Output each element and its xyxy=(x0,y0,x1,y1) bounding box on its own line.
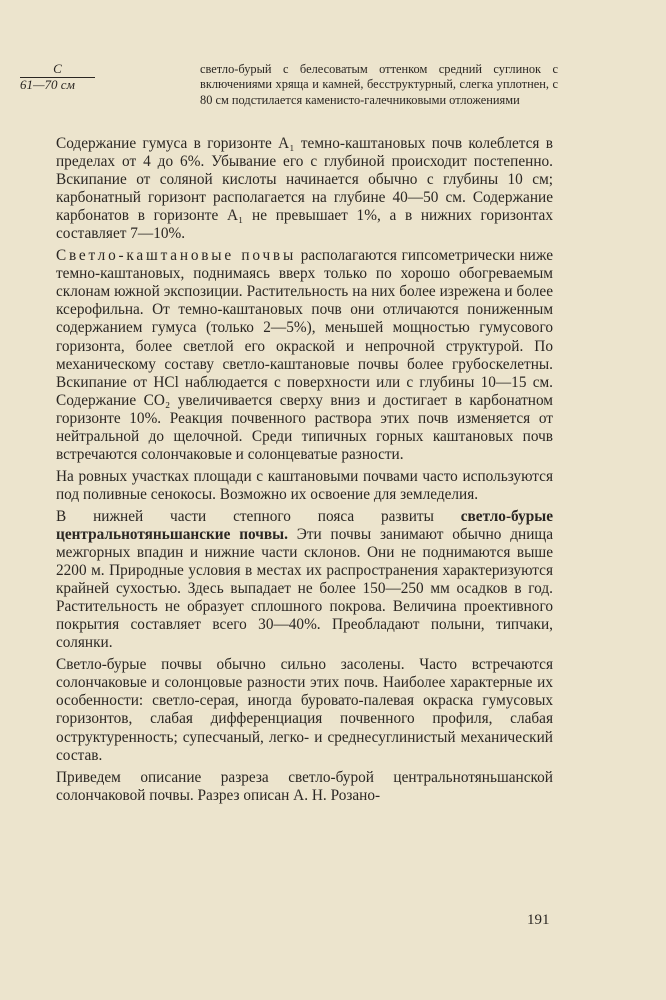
page-number: 191 xyxy=(527,912,550,928)
paragraph-light-chestnut-soils xyxy=(56,247,553,464)
term-light-chestnut-soils: Светло-каштановые почвы xyxy=(56,247,297,265)
horizon-depth: 61—70 см xyxy=(20,77,75,92)
paragraph-profile-intro: Приведем описание разреза светло-бурой центральнотяньшанской солончаковой почвы. Разрез описан А. Н. Розано- xyxy=(56,768,553,804)
main-text xyxy=(56,135,553,805)
horizon-label xyxy=(20,62,95,92)
paragraph-salinity: Светло-бурые почвы обычно сильно засолены. Часто встречаются солончаковые и солонцовые разности этих почв. Наиболее характерные их особенности: светло-серая, иногда буровато-палевая окраска гумусовых горизонтов, слабая дифференциация почвенного профиля, слабая оструктуренность; супесчаный, легко- и среднесуглинистый механический состав. xyxy=(56,656,553,764)
term-light-brown-soils: светло-бурые центральнотяньшанские почвы. xyxy=(56,507,553,543)
paragraph-light-brown-text: Эти почвы занимают обычно днища межгорных впадин и нижние части склонов. Они не поднимаются выше 2200 м. Природные условия в местах их распространения характеризуются крайней сухостью. Здесь выпадает не более 150—250 мм осадков в год. Растительность не образует сплошного покрова. Величина проективного покрытия составляет всего 30—40%. Преобладают полыни, типчаки, солянки. xyxy=(56,525,553,652)
paragraph-light-chestnut-text: располагаются гипсометрически ниже темно-каштановых, поднимаясь вверх только по хорошо обогреваемым склонам южной экспозиции. Растительность на них более изрежена и более ксерофильна. От темно-каштановых почв они отличаются пониженным содержанием гумуса (только 2—5%), меньшей мощностью гумусового горизонта, более светлой его окраской и непрочной структурой. По механическому составу светло-каштановые почвы более грубоскелетны. Вскипание от HCl наблюдается с поверхности или с глубины 10—15 см. Содержание CO₂ увеличивается сверху вниз и достигает в карбонатном горизонте 10%. Реакция почвенного раствора этих почв изменяется от нейтральной до щелочной. Среди типичных горных каштановых почв встречаются солончаковые и солонцеватые разности. xyxy=(56,247,554,463)
paragraph-light-brown-soils xyxy=(56,508,553,652)
horizon-symbol: C xyxy=(20,62,95,78)
paragraph-haymaking: На ровных участках площади с каштановыми почвами часто используются под поливные сенокосы. Возможно их освоение для земледелия. xyxy=(56,467,553,503)
paragraph-humus-content: Содержание гумуса в горизонте A₁ темно-каштановых почв колеблется в пределах от 4 до 6%. Убывание его с глубиной происходит постепенно. Вскипание от соляной кислоты начинается обычно с глубины 10 см; карбонатный горизонт располагается на глубине 40—50 см. Содержание карбонатов в горизонте A₁ не превышает 1%, а в нижних горизонтах составляет 7—10%. xyxy=(56,135,553,243)
horizon-description: светло-бурый с белесоватым оттенком средний суглинок с включениями хряща и камней, бесструктурный, слегка уплотнен, с 80 см подстилается каменисто-галечниковыми отложениями xyxy=(200,62,558,107)
paragraph-light-brown-intro: В нижней части степного пояса развиты xyxy=(56,507,461,525)
